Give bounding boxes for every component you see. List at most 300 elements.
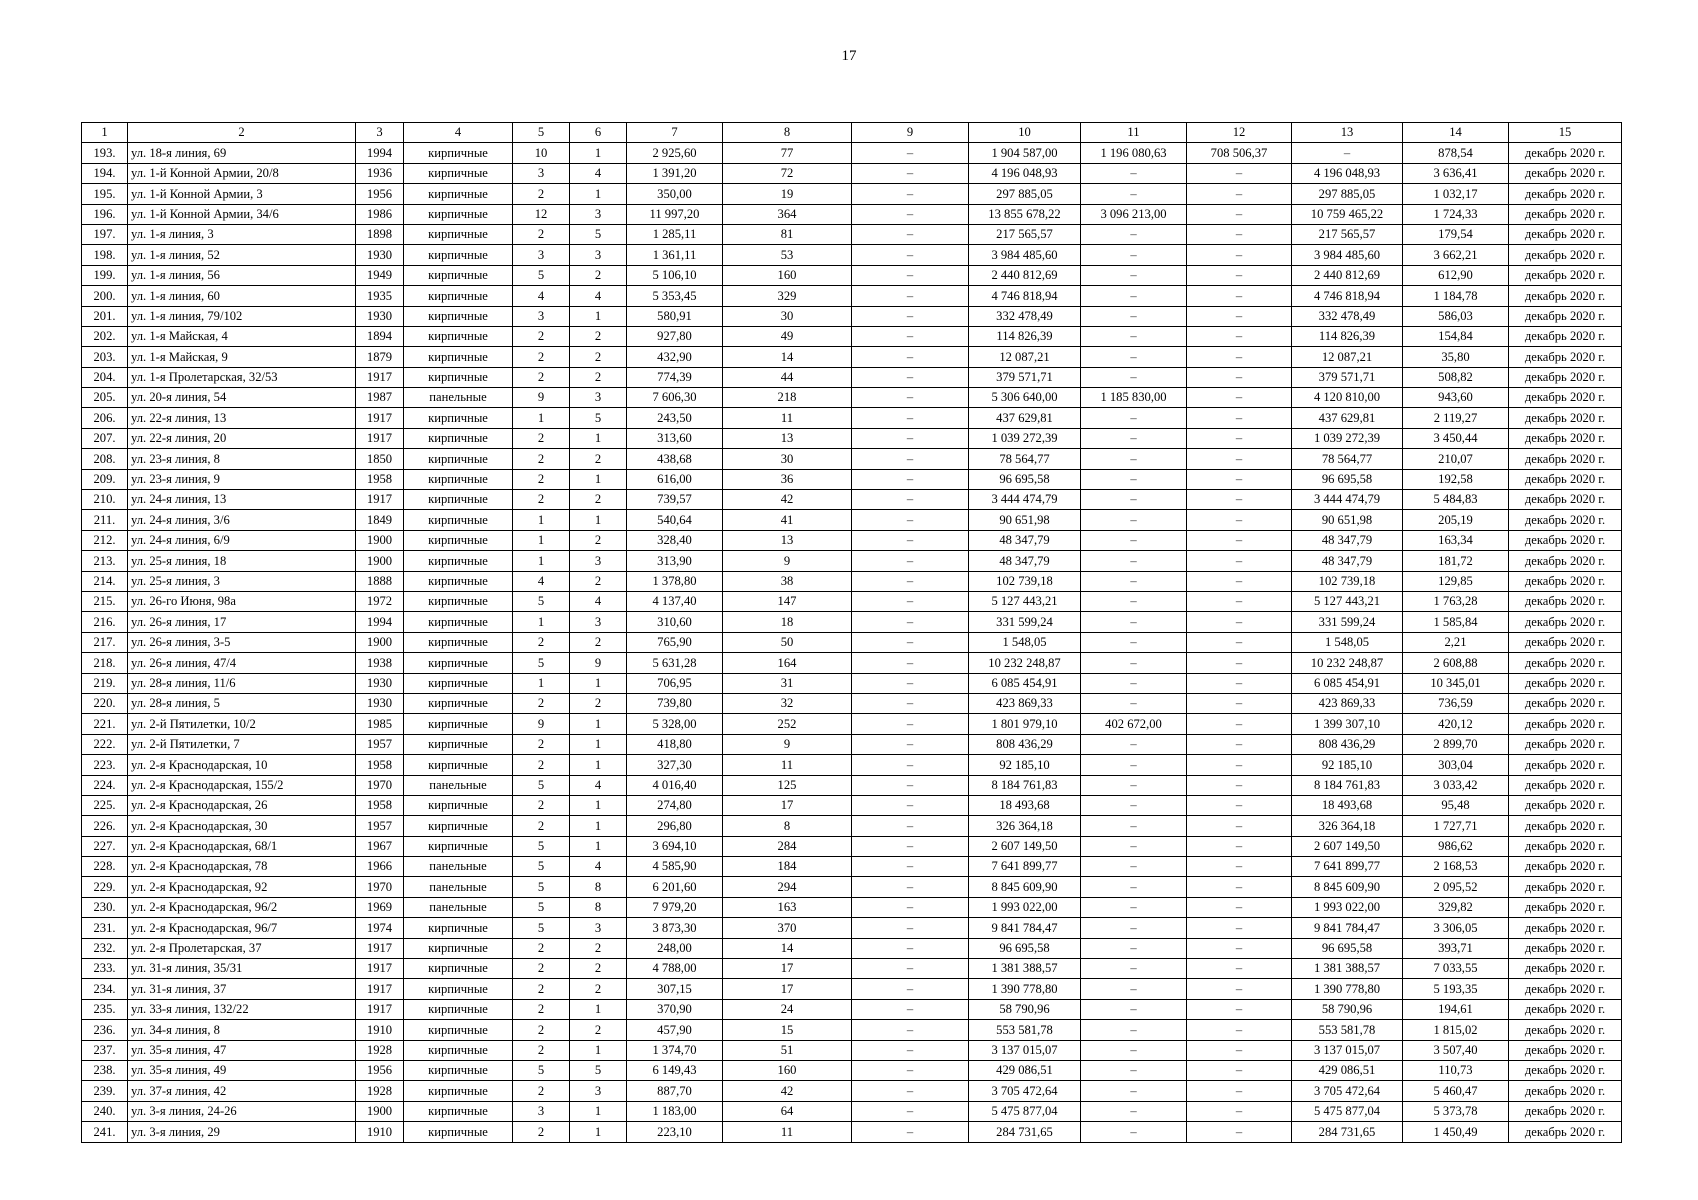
header-cell-15: 15 [1509,123,1622,143]
cell-col-9: – [852,1101,969,1121]
cell-col-9: – [852,612,969,632]
cell-row-number: 203. [82,347,128,367]
cell-col-9: – [852,897,969,917]
cell-area: 1 391,20 [627,163,723,183]
cell-cost-per-unit: 205,19 [1403,510,1509,530]
header-cell-1: 1 [82,123,128,143]
cell-area: 313,60 [627,428,723,448]
cell-row-number: 231. [82,918,128,938]
cell-residents: 77 [723,143,852,163]
cell-col-9: – [852,816,969,836]
cell-entrances: 2 [570,367,627,387]
table-row [82,388,1622,408]
cell-entrances: 2 [570,632,627,652]
table-row [82,1081,1622,1101]
header-cell-12: 12 [1187,123,1292,143]
cell-col-11: – [1081,673,1187,693]
cell-col-11: – [1081,795,1187,815]
cell-col-13: 92 185,10 [1292,755,1403,775]
cell-cost-per-unit: 3 636,41 [1403,163,1509,183]
cell-col-12: – [1187,571,1292,591]
cell-residents: 15 [723,1020,852,1040]
cell-entrances: 3 [570,388,627,408]
table-row [82,673,1622,693]
cell-area: 243,50 [627,408,723,428]
cell-address: ул. 1-я линия, 56 [128,265,356,285]
table-row [82,286,1622,306]
table-row [82,755,1622,775]
cell-col-9: – [852,734,969,754]
cell-total-cost: 13 855 678,22 [969,204,1081,224]
cell-area: 432,90 [627,347,723,367]
cell-residents: 30 [723,449,852,469]
cell-cost-per-unit: 1 032,17 [1403,184,1509,204]
cell-col-11: – [1081,1122,1187,1142]
cell-col-9: – [852,632,969,652]
cell-col-13: 3 705 472,64 [1292,1081,1403,1101]
cell-build-year: 1850 [356,449,404,469]
cell-row-number: 206. [82,408,128,428]
cell-entrances: 4 [570,857,627,877]
cell-col-9: – [852,938,969,958]
cell-row-number: 237. [82,1040,128,1060]
cell-total-cost: 96 695,58 [969,938,1081,958]
cell-row-number: 223. [82,755,128,775]
cell-floors: 2 [513,816,570,836]
cell-address: ул. 2-я Краснодарская, 96/2 [128,897,356,917]
cell-floors: 12 [513,204,570,224]
cell-col-12: – [1187,1081,1292,1101]
cell-col-9: – [852,204,969,224]
cell-col-11: – [1081,1101,1187,1121]
cell-col-9: – [852,510,969,530]
table-row [82,510,1622,530]
cell-col-11: – [1081,286,1187,306]
cell-col-11: – [1081,816,1187,836]
cell-address: ул. 2-я Краснодарская, 30 [128,816,356,836]
cell-entrances: 9 [570,653,627,673]
cell-deadline: декабрь 2020 г. [1509,326,1622,346]
table-row [82,959,1622,979]
cell-total-cost: 9 841 784,47 [969,918,1081,938]
cell-build-year: 1917 [356,959,404,979]
cell-col-13: 2 607 149,50 [1292,836,1403,856]
cell-col-12: – [1187,918,1292,938]
cell-row-number: 198. [82,245,128,265]
cell-wall-material: кирпичные [404,979,513,999]
cell-build-year: 1935 [356,286,404,306]
cell-floors: 3 [513,163,570,183]
housing-registry-table [81,122,1622,1143]
cell-floors: 5 [513,591,570,611]
cell-col-13: 379 571,71 [1292,367,1403,387]
cell-residents: 44 [723,367,852,387]
cell-area: 223,10 [627,1122,723,1142]
cell-total-cost: 2 440 812,69 [969,265,1081,285]
cell-total-cost: 5 306 640,00 [969,388,1081,408]
header-cell-11: 11 [1081,123,1187,143]
cell-col-13: 1 390 778,80 [1292,979,1403,999]
cell-entrances: 2 [570,959,627,979]
cell-cost-per-unit: 192,58 [1403,469,1509,489]
cell-entrances: 1 [570,1101,627,1121]
cell-col-11: 1 196 080,63 [1081,143,1187,163]
cell-col-13: 437 629,81 [1292,408,1403,428]
cell-col-9: – [852,775,969,795]
cell-wall-material: кирпичные [404,347,513,367]
cell-total-cost: 48 347,79 [969,530,1081,550]
cell-col-13: 5 127 443,21 [1292,591,1403,611]
cell-area: 11 997,20 [627,204,723,224]
cell-floors: 4 [513,286,570,306]
cell-row-number: 226. [82,816,128,836]
cell-col-13: 3 444 474,79 [1292,490,1403,510]
cell-area: 1 374,70 [627,1040,723,1060]
cell-deadline: декабрь 2020 г. [1509,510,1622,530]
cell-build-year: 1917 [356,979,404,999]
cell-build-year: 1966 [356,857,404,877]
cell-row-number: 202. [82,326,128,346]
cell-total-cost: 3 137 015,07 [969,1040,1081,1060]
cell-build-year: 1957 [356,816,404,836]
cell-entrances: 3 [570,245,627,265]
cell-floors: 2 [513,979,570,999]
cell-cost-per-unit: 2 095,52 [1403,877,1509,897]
cell-build-year: 1987 [356,388,404,408]
cell-col-13: 90 651,98 [1292,510,1403,530]
cell-floors: 2 [513,1122,570,1142]
cell-wall-material: кирпичные [404,286,513,306]
cell-total-cost: 437 629,81 [969,408,1081,428]
cell-col-11: – [1081,265,1187,285]
cell-total-cost: 808 436,29 [969,734,1081,754]
cell-col-13: 7 641 899,77 [1292,857,1403,877]
cell-wall-material: кирпичные [404,693,513,713]
table-row [82,571,1622,591]
cell-col-11: – [1081,551,1187,571]
cell-wall-material: панельные [404,877,513,897]
cell-address: ул. 24-я линия, 6/9 [128,530,356,550]
cell-cost-per-unit: 5 460,47 [1403,1081,1509,1101]
cell-area: 5 631,28 [627,653,723,673]
cell-floors: 5 [513,775,570,795]
cell-col-9: – [852,1060,969,1080]
cell-build-year: 1898 [356,224,404,244]
cell-total-cost: 284 731,65 [969,1122,1081,1142]
cell-col-13: 8 845 609,90 [1292,877,1403,897]
cell-residents: 147 [723,591,852,611]
cell-total-cost: 12 087,21 [969,347,1081,367]
cell-total-cost: 4 746 818,94 [969,286,1081,306]
cell-col-9: – [852,530,969,550]
cell-area: 328,40 [627,530,723,550]
cell-total-cost: 10 232 248,87 [969,653,1081,673]
cell-address: ул. 1-я линия, 52 [128,245,356,265]
cell-wall-material: кирпичные [404,469,513,489]
cell-total-cost: 48 347,79 [969,551,1081,571]
cell-build-year: 1970 [356,775,404,795]
cell-col-11: – [1081,959,1187,979]
cell-area: 7 979,20 [627,897,723,917]
cell-floors: 5 [513,265,570,285]
cell-col-9: – [852,428,969,448]
cell-floors: 5 [513,857,570,877]
cell-floors: 2 [513,490,570,510]
cell-col-13: 48 347,79 [1292,530,1403,550]
cell-address: ул. 22-я линия, 13 [128,408,356,428]
cell-deadline: декабрь 2020 г. [1509,959,1622,979]
cell-col-13: 78 564,77 [1292,449,1403,469]
cell-col-12: – [1187,408,1292,428]
cell-row-number: 204. [82,367,128,387]
cell-floors: 5 [513,653,570,673]
cell-wall-material: кирпичные [404,326,513,346]
cell-entrances: 3 [570,204,627,224]
cell-floors: 5 [513,836,570,856]
cell-cost-per-unit: 35,80 [1403,347,1509,367]
cell-col-11: – [1081,510,1187,530]
cell-build-year: 1917 [356,428,404,448]
cell-floors: 9 [513,714,570,734]
cell-build-year: 1994 [356,612,404,632]
cell-col-12: – [1187,836,1292,856]
cell-col-11: – [1081,530,1187,550]
cell-col-12: – [1187,551,1292,571]
cell-address: ул. 26-го Июня, 98а [128,591,356,611]
cell-col-11: – [1081,245,1187,265]
cell-address: ул. 2-й Пятилетки, 7 [128,734,356,754]
cell-deadline: декабрь 2020 г. [1509,224,1622,244]
cell-col-9: – [852,286,969,306]
cell-address: ул. 2-я Пролетарская, 37 [128,938,356,958]
cell-address: ул. 28-я линия, 11/6 [128,673,356,693]
header-cell-6: 6 [570,123,627,143]
cell-total-cost: 8 184 761,83 [969,775,1081,795]
cell-floors: 2 [513,734,570,754]
cell-col-12: – [1187,1101,1292,1121]
table-row [82,224,1622,244]
cell-residents: 32 [723,693,852,713]
table-row [82,245,1622,265]
cell-build-year: 1958 [356,795,404,815]
cell-residents: 18 [723,612,852,632]
cell-total-cost: 553 581,78 [969,1020,1081,1040]
cell-row-number: 240. [82,1101,128,1121]
cell-address: ул. 1-я линия, 3 [128,224,356,244]
header-cell-5: 5 [513,123,570,143]
cell-col-9: – [852,918,969,938]
cell-total-cost: 3 984 485,60 [969,245,1081,265]
cell-build-year: 1958 [356,755,404,775]
cell-wall-material: кирпичные [404,530,513,550]
cell-address: ул. 26-я линия, 17 [128,612,356,632]
cell-residents: 125 [723,775,852,795]
cell-residents: 19 [723,184,852,204]
cell-entrances: 2 [570,530,627,550]
cell-wall-material: кирпичные [404,265,513,285]
cell-residents: 17 [723,959,852,979]
cell-col-11: – [1081,224,1187,244]
cell-col-13: 5 475 877,04 [1292,1101,1403,1121]
cell-address: ул. 24-я линия, 3/6 [128,510,356,530]
cell-row-number: 230. [82,897,128,917]
cell-build-year: 1967 [356,836,404,856]
cell-area: 4 016,40 [627,775,723,795]
cell-build-year: 1928 [356,1081,404,1101]
cell-cost-per-unit: 303,04 [1403,755,1509,775]
cell-col-12: – [1187,897,1292,917]
cell-wall-material: кирпичные [404,510,513,530]
cell-deadline: декабрь 2020 г. [1509,1060,1622,1080]
cell-deadline: декабрь 2020 г. [1509,632,1622,652]
cell-residents: 284 [723,836,852,856]
cell-floors: 2 [513,795,570,815]
cell-col-11: – [1081,449,1187,469]
cell-col-13: 429 086,51 [1292,1060,1403,1080]
cell-total-cost: 297 885,05 [969,184,1081,204]
cell-address: ул. 2-я Краснодарская, 68/1 [128,836,356,856]
table-row [82,469,1622,489]
cell-col-9: – [852,347,969,367]
cell-cost-per-unit: 943,60 [1403,388,1509,408]
cell-col-12: – [1187,530,1292,550]
cell-col-12: – [1187,959,1292,979]
table-row [82,857,1622,877]
cell-col-11: – [1081,897,1187,917]
cell-area: 350,00 [627,184,723,204]
table-row [82,1060,1622,1080]
cell-col-13: 3 984 485,60 [1292,245,1403,265]
cell-area: 296,80 [627,816,723,836]
cell-area: 1 285,11 [627,224,723,244]
cell-residents: 14 [723,347,852,367]
cell-row-number: 212. [82,530,128,550]
cell-area: 4 137,40 [627,591,723,611]
table-row [82,877,1622,897]
cell-col-13: 10 759 465,22 [1292,204,1403,224]
cell-col-11: – [1081,1040,1187,1060]
cell-col-9: – [852,469,969,489]
cell-cost-per-unit: 393,71 [1403,938,1509,958]
cell-deadline: декабрь 2020 г. [1509,204,1622,224]
cell-cost-per-unit: 2 899,70 [1403,734,1509,754]
cell-area: 457,90 [627,1020,723,1040]
cell-cost-per-unit: 1 724,33 [1403,204,1509,224]
table-row [82,163,1622,183]
cell-wall-material: кирпичные [404,306,513,326]
cell-col-11: – [1081,734,1187,754]
cell-address: ул. 1-й Конной Армии, 20/8 [128,163,356,183]
cell-residents: 294 [723,877,852,897]
cell-col-12: – [1187,490,1292,510]
cell-build-year: 1936 [356,163,404,183]
cell-floors: 2 [513,693,570,713]
cell-floors: 1 [513,530,570,550]
cell-address: ул. 25-я линия, 18 [128,551,356,571]
cell-wall-material: кирпичные [404,836,513,856]
cell-deadline: декабрь 2020 г. [1509,897,1622,917]
cell-wall-material: кирпичные [404,490,513,510]
cell-cost-per-unit: 3 450,44 [1403,428,1509,448]
cell-total-cost: 379 571,71 [969,367,1081,387]
cell-row-number: 239. [82,1081,128,1101]
cell-col-13: 331 599,24 [1292,612,1403,632]
cell-col-9: – [852,795,969,815]
cell-deadline: декабрь 2020 г. [1509,877,1622,897]
cell-cost-per-unit: 1 727,71 [1403,816,1509,836]
cell-residents: 36 [723,469,852,489]
cell-deadline: декабрь 2020 г. [1509,347,1622,367]
table-row [82,999,1622,1019]
cell-floors: 2 [513,326,570,346]
cell-residents: 53 [723,245,852,265]
cell-row-number: 211. [82,510,128,530]
cell-address: ул. 23-я линия, 8 [128,449,356,469]
cell-col-12: – [1187,204,1292,224]
cell-col-9: – [852,591,969,611]
cell-floors: 2 [513,755,570,775]
table-row [82,449,1622,469]
cell-cost-per-unit: 179,54 [1403,224,1509,244]
cell-col-9: – [852,1122,969,1142]
table-row [82,897,1622,917]
cell-deadline: декабрь 2020 г. [1509,653,1622,673]
cell-col-11: – [1081,490,1187,510]
cell-entrances: 1 [570,816,627,836]
cell-residents: 11 [723,755,852,775]
header-cell-3: 3 [356,123,404,143]
cell-row-number: 216. [82,612,128,632]
cell-col-13: 1 399 307,10 [1292,714,1403,734]
cell-deadline: декабрь 2020 г. [1509,857,1622,877]
cell-col-13: 114 826,39 [1292,326,1403,346]
table-row [82,918,1622,938]
cell-total-cost: 58 790,96 [969,999,1081,1019]
cell-area: 3 873,30 [627,918,723,938]
cell-area: 739,57 [627,490,723,510]
header-cell-8: 8 [723,123,852,143]
table-row [82,653,1622,673]
table-row [82,347,1622,367]
cell-wall-material: кирпичные [404,245,513,265]
cell-cost-per-unit: 154,84 [1403,326,1509,346]
cell-total-cost: 1 390 778,80 [969,979,1081,999]
cell-total-cost: 1 904 587,00 [969,143,1081,163]
cell-row-number: 224. [82,775,128,795]
cell-col-13: 1 381 388,57 [1292,959,1403,979]
cell-address: ул. 2-я Краснодарская, 155/2 [128,775,356,795]
cell-entrances: 3 [570,918,627,938]
cell-col-13: 10 232 248,87 [1292,653,1403,673]
cell-col-11: – [1081,836,1187,856]
cell-row-number: 228. [82,857,128,877]
cell-col-11: – [1081,938,1187,958]
cell-row-number: 221. [82,714,128,734]
cell-wall-material: панельные [404,388,513,408]
table-row [82,530,1622,550]
table-row [82,816,1622,836]
cell-deadline: декабрь 2020 г. [1509,143,1622,163]
cell-area: 765,90 [627,632,723,652]
cell-address: ул. 1-я Майская, 4 [128,326,356,346]
cell-residents: 49 [723,326,852,346]
cell-build-year: 1956 [356,1060,404,1080]
cell-row-number: 218. [82,653,128,673]
cell-build-year: 1956 [356,184,404,204]
cell-wall-material: панельные [404,897,513,917]
cell-cost-per-unit: 736,59 [1403,693,1509,713]
cell-total-cost: 6 085 454,91 [969,673,1081,693]
